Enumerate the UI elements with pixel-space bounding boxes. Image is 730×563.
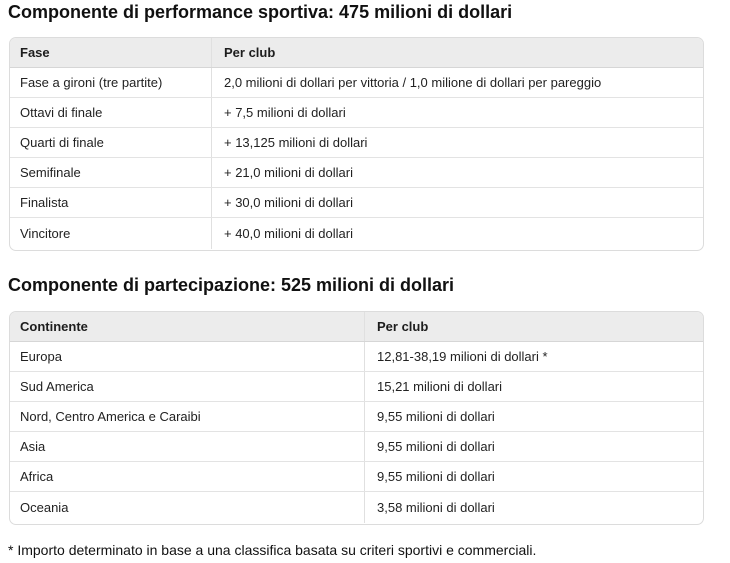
column-header-continente: Continente <box>10 312 365 341</box>
amount-cell: 2,0 milioni di dollari per vittoria / 1,0 milione di dollari per pareggio <box>224 75 602 90</box>
continent-cell: Nord, Centro America e Caraibi <box>10 402 365 431</box>
continent-cell: Asia <box>10 432 365 461</box>
amount-cell: 9,55 milioni di dollari <box>377 469 495 484</box>
amount-cell: 12,81-38,19 milioni di dollari * <box>377 349 548 364</box>
table-row <box>10 402 703 432</box>
phase-cell: Vincitore <box>10 218 212 249</box>
amount-cell: 15,21 milioni di dollari <box>377 379 503 394</box>
phase-cell: Semifinale <box>10 158 212 187</box>
footnote: * Importo determinato in base a una classifica basata su criteri sportivi e commerciali. <box>8 542 537 558</box>
amount-cell: 9,55 milioni di dollari <box>377 409 495 424</box>
amount-cell: + 30,0 milioni di dollari <box>224 195 353 210</box>
column-header-per-club: Per club <box>377 319 429 334</box>
participation-table <box>9 311 704 525</box>
table-row <box>10 68 703 98</box>
table-row <box>10 98 703 128</box>
phase-cell: Finalista <box>10 188 212 217</box>
table-row <box>10 492 703 523</box>
performance-table <box>9 37 704 251</box>
table-row <box>10 342 703 372</box>
phase-cell: Fase a gironi (tre partite) <box>10 68 212 97</box>
table-header-row <box>10 312 703 342</box>
table-row <box>10 462 703 492</box>
participation-section-title: Componente di partecipazione: 525 milioni di dollari <box>8 275 455 295</box>
performance-section-title: Componente di performance sportiva: 475 milioni di dollari <box>8 2 513 22</box>
amount-cell: + 7,5 milioni di dollari <box>224 105 346 120</box>
amount-cell: + 21,0 milioni di dollari <box>224 165 353 180</box>
phase-cell: Ottavi di finale <box>10 98 212 127</box>
table-row <box>10 218 703 249</box>
phase-cell: Quarti di finale <box>10 128 212 157</box>
table-row <box>10 432 703 462</box>
continent-cell: Africa <box>10 462 365 491</box>
continent-cell: Sud America <box>10 372 365 401</box>
amount-cell: 3,58 milioni di dollari <box>377 500 495 515</box>
table-row <box>10 158 703 188</box>
continent-cell: Oceania <box>10 492 365 523</box>
table-row <box>10 372 703 402</box>
table-row <box>10 188 703 218</box>
continent-cell: Europa <box>10 342 365 371</box>
table-header-row <box>10 38 703 68</box>
column-header-per-club: Per club <box>224 45 276 60</box>
amount-cell: 9,55 milioni di dollari <box>377 439 495 454</box>
amount-cell: + 13,125 milioni di dollari <box>224 135 368 150</box>
table-row <box>10 128 703 158</box>
amount-cell: + 40,0 milioni di dollari <box>224 226 353 241</box>
column-header-fase: Fase <box>10 38 212 67</box>
